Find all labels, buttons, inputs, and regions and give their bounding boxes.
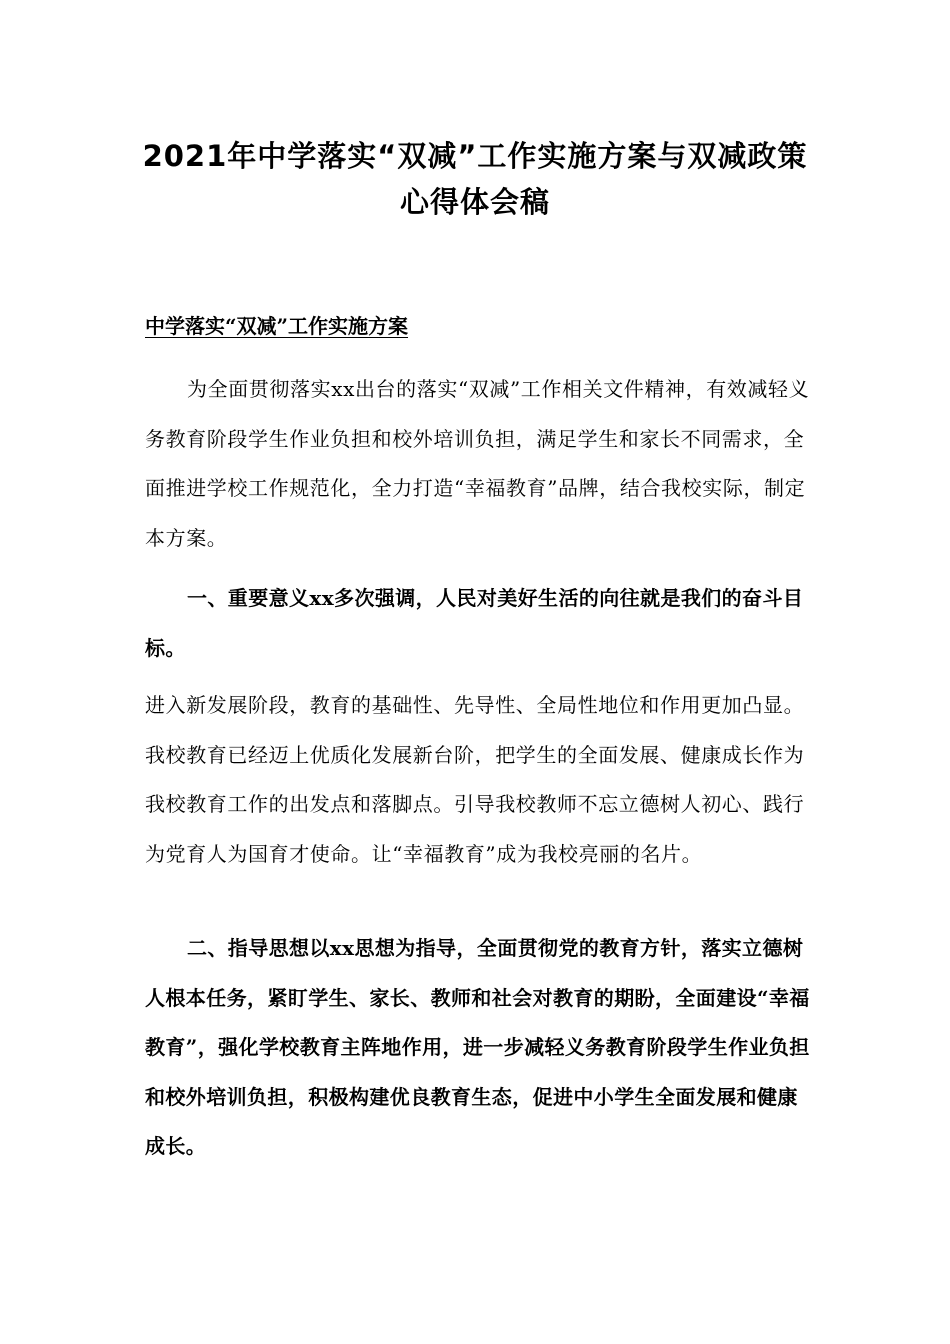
section-heading: 中学落实“双减”工作实施方案 — [145, 314, 409, 338]
document-title-line-1: 2021年中学落实“双减”工作实施方案与双减政策 — [142, 139, 808, 173]
heading-one-paragraph: 一、重要意义xx多次强调，人民对美好生活的向往就是我们的奋斗目标。 — [145, 586, 804, 660]
document-title-line-2: 心得体会稿 — [399, 185, 550, 219]
body-one-paragraph: 进入新发展阶段，教育的基础性、先导性、全局性地位和作用更加凸显。我校教育已经迈上优质化发展新台阶，把学生的全面发展、健康成长作为我校教育工作的出发点和落脚点。引导我校教师不忘立德树人初心、践行为党育人为国育才使命。让“幸福教育”成为我校亮丽的名片。 — [145, 693, 805, 866]
heading-two-paragraph: 二、指导思想以xx思想为指导，全面贯彻党的教育方针，落实立德树人根本任务，紧盯学生、家长、教师和社会对教育的期盼，全面建设“幸福教育”，强化学校教育主阵地作用，进一步减轻义务教育阶段学生作业负担和校外培训负担，积极构建优良教育生态，促进中小学生全面发展和健康成长。 — [145, 936, 810, 1158]
intro-paragraph: 为全面贯彻落实xx出台的落实“双减”工作相关文件精神，有效减轻义务教育阶段学生作业负担和校外培训负担，满足学生和家长不同需求，全面推进学校工作规范化，全力打造“幸福教育”品牌，结合我校实际，制定本方案。 — [145, 377, 810, 550]
